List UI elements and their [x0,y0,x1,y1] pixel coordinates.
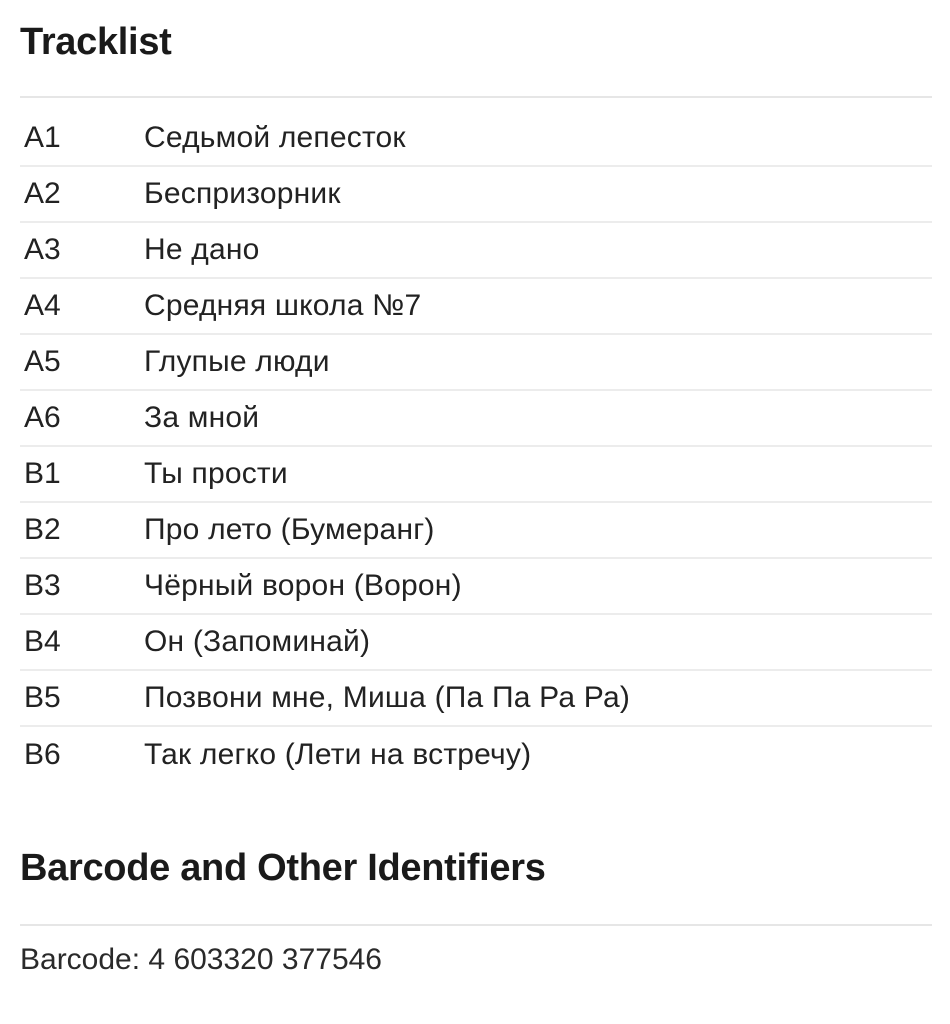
track-title[interactable]: Позвони мне, Миша (Па Па Ра Ра) [144,681,631,714]
track-row [20,334,932,390]
track-title[interactable]: За мной [144,401,260,434]
track-row [20,222,932,278]
track-position: A4 [24,289,61,322]
barcode-label: Barcode: [20,943,141,976]
track-position: B2 [24,513,61,546]
track-position: B1 [24,457,61,490]
identifiers-heading: Barcode and Other Identifiers [20,847,546,889]
track-row [20,390,932,446]
track-position: B4 [24,625,61,658]
track-position: B3 [24,569,61,602]
track-title[interactable]: Не дано [144,233,260,266]
track-title[interactable]: Ты прости [144,457,288,490]
track-position: A2 [24,177,61,210]
track-position: B6 [24,737,61,771]
track-position: A6 [24,401,61,434]
track-title[interactable]: Седьмой лепесток [144,120,406,154]
track-row [20,446,932,502]
track-position: B5 [24,681,61,714]
track-title[interactable]: Глупые люди [144,345,330,378]
track-title[interactable]: Средняя школа №7 [144,289,422,322]
track-title[interactable]: Про лето (Бумеранг) [144,513,435,546]
track-position: A5 [24,345,61,378]
identifiers-divider [20,924,932,926]
track-row [20,558,932,614]
tracklist-heading: Tracklist [20,21,172,63]
track-position: A3 [24,233,61,266]
track-title[interactable]: Чёрный ворон (Ворон) [144,569,462,602]
tracklist-divider [20,96,932,98]
track-row [20,726,932,782]
track-title[interactable]: Беспризорник [144,177,341,210]
track-row [20,670,932,726]
track-position: A1 [24,120,61,154]
tracklist-table [20,110,932,782]
tracklist-body [20,110,932,782]
track-title[interactable]: Так легко (Лети на встречу) [144,737,532,771]
track-row [20,502,932,558]
barcode-line [20,942,382,978]
track-row [20,166,932,222]
track-row [20,614,932,670]
track-row [20,110,932,166]
barcode-value: 4 603320 377546 [148,943,382,976]
track-row [20,278,932,334]
track-title[interactable]: Он (Запоминай) [144,625,371,658]
